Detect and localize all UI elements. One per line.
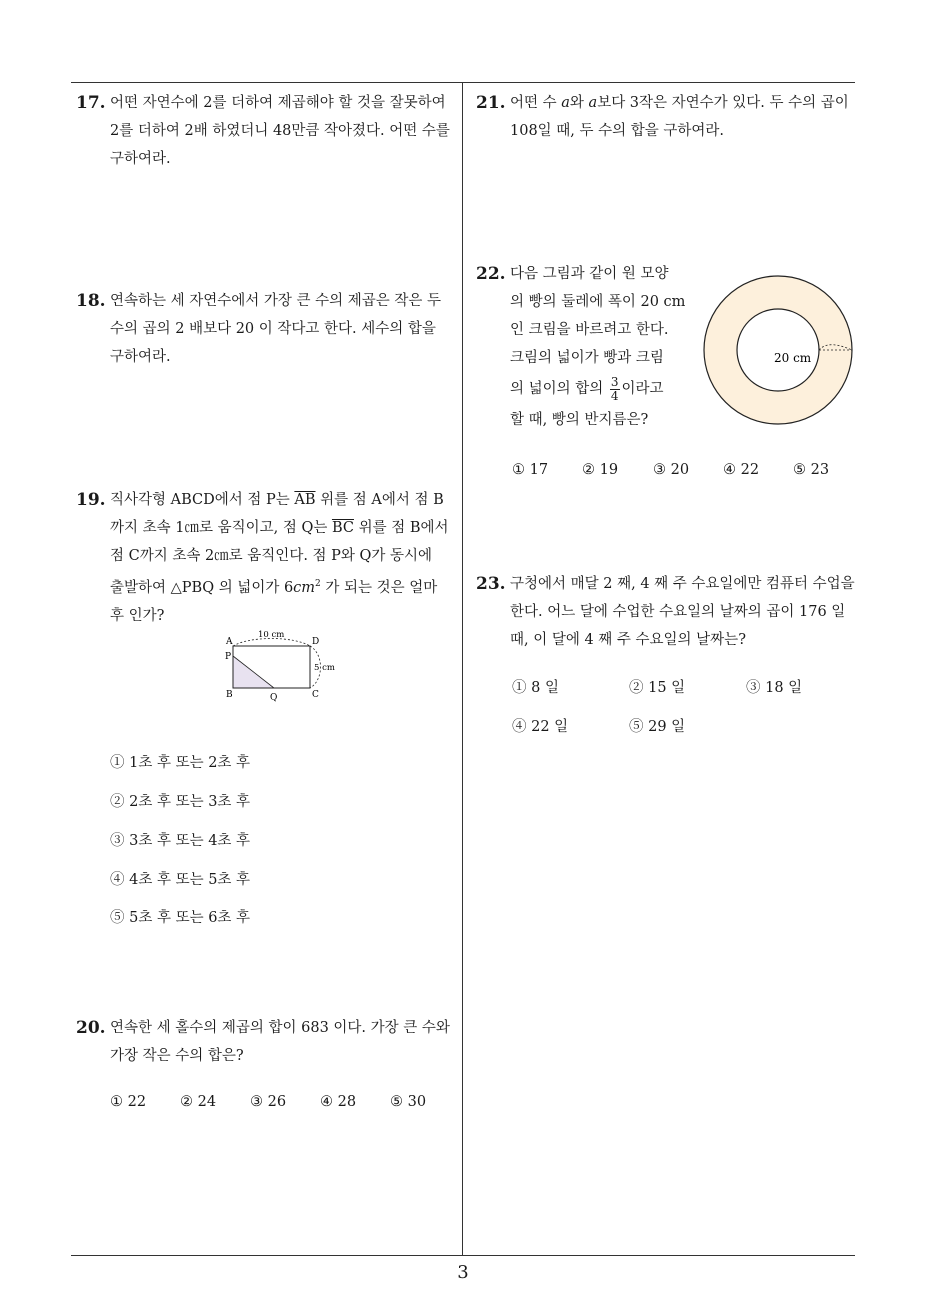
q19-option-4[interactable]: ④ 4초 후 또는 5초 후 [110, 872, 251, 888]
q23-option-3[interactable]: ③ 18 일 [746, 680, 803, 696]
question-text-line: 구하여라. [110, 151, 171, 167]
question-text-line: 출발하여 △PBQ 의 넓이가 $6cm^2$ 가 되는 것은 얼마 [110, 579, 438, 596]
bread-inner-circle [737, 309, 819, 391]
question-text-line: 직사각형 ABCD에서 점 P는 $\overline{AB}$ 위를 점 A에서 점 B [110, 492, 444, 508]
top-rule [71, 82, 855, 83]
segment-ab: $\overline{AB}$ [294, 492, 316, 508]
question-text-line: 의 빵의 둘레에 폭이 20 cm [510, 294, 686, 310]
question-21 [476, 89, 861, 145]
question-text-line: 한다. 어느 달에 수업한 수요일의 날짜의 곱이 176 일 [510, 604, 846, 620]
q23-options-row-2 [512, 715, 852, 735]
unit-exponent: 2 [315, 579, 321, 589]
question-text-line: 구하여라. [110, 349, 171, 365]
label-a: A [226, 637, 233, 647]
question-number: 22. [476, 264, 506, 284]
segment-bc: $\overline{BC}$ [331, 520, 354, 536]
question-17 [76, 89, 462, 173]
question-text-line: 때, 이 달에 4 째 주 수요일의 날짜는? [510, 632, 746, 648]
question-number: 20. [76, 1018, 106, 1038]
q22-option-4[interactable]: ④ 22 [723, 462, 760, 478]
q19-option-1[interactable]: ① 1초 후 또는 2초 후 [110, 755, 251, 771]
question-text-line: 의 넓이의 합의 $\frac{3}{4}$ 이라고 [510, 374, 664, 403]
column-divider [462, 82, 463, 1255]
q20-option-5[interactable]: ⑤ 30 [390, 1094, 427, 1110]
question-text-line: 연속하는 세 자연수에서 가장 큰 수의 제곱은 작은 두 [110, 293, 442, 309]
q22-option-1[interactable]: ① 17 [512, 462, 549, 478]
question-text-line: 2를 더하여 2배 하였더니 48만큼 작아졌다. 어떤 수를 [110, 123, 450, 139]
question-number: 18. [76, 291, 106, 311]
question-22 [476, 260, 696, 434]
question-text-line: 108일 때, 두 수의 합을 구하여라. [510, 123, 725, 139]
question-23 [476, 570, 861, 654]
q20-option-4[interactable]: ④ 28 [320, 1094, 357, 1110]
question-text-line: 어떤 수 a와 a보다 3작은 자연수가 있다. 두 수의 곱이 [510, 95, 849, 111]
question-text-line: 가장 작은 수의 합은? [110, 1048, 244, 1064]
q19-option-5[interactable]: ⑤ 5초 후 또는 6초 후 [110, 910, 251, 926]
area-unit: cm [293, 579, 316, 596]
question-text-line: 인 크림을 바르려고 한다. [510, 322, 669, 338]
question-text-line: 다음 그림과 같이 원 모양 [510, 266, 669, 282]
question-text-line: 까지 초속 1㎝로 움직이고, 점 Q는 $\overline{BC}$ 위를 점 B에서 [110, 520, 449, 536]
q23-option-1[interactable]: ① 8 일 [512, 680, 559, 696]
variable-a: a [588, 95, 598, 111]
width-label: 20 cm [774, 351, 812, 365]
label-c: C [312, 690, 319, 700]
donut-figure [700, 262, 860, 432]
q23-option-2[interactable]: ② 15 일 [629, 680, 686, 696]
q23-option-5[interactable]: ⑤ 29 일 [629, 719, 686, 735]
q20-option-2[interactable]: ② 24 [180, 1094, 217, 1110]
q22-option-3[interactable]: ③ 20 [653, 462, 690, 478]
rectangle-figure [220, 628, 340, 708]
question-18 [76, 287, 462, 371]
triangle-pbq [233, 656, 274, 688]
fraction: $\frac{3}{4}$ [610, 374, 619, 403]
q22-option-5[interactable]: ⑤ 23 [793, 462, 830, 478]
label-q: Q [270, 693, 278, 703]
page-number: 3 [457, 1262, 469, 1283]
variable-a: a [561, 95, 570, 111]
q19-option-3[interactable]: ③ 3초 후 또는 4초 후 [110, 833, 251, 849]
question-text-line: 구청에서 매달 2 째, 4 째 주 수요일에만 컴퓨터 수업을 [510, 576, 855, 592]
question-text-line: 연속한 세 홀수의 제곱의 합이 683 이다. 가장 큰 수와 [110, 1020, 450, 1036]
question-number: 23. [476, 574, 506, 594]
q20-options [110, 1094, 450, 1114]
label-d: D [312, 637, 320, 647]
question-number: 21. [476, 93, 506, 113]
question-text-line: 수의 곱의 2 배보다 20 이 작다고 한다. 세수의 합을 [110, 321, 436, 337]
q23-options-row-1 [512, 676, 852, 696]
top-length-label: 10 cm [258, 630, 285, 640]
question-number: 17. [76, 93, 106, 113]
q19-option-2[interactable]: ② 2초 후 또는 3초 후 [110, 794, 251, 810]
q23-option-4[interactable]: ④ 22 일 [512, 719, 569, 735]
question-text-line: 후 인가? [110, 607, 165, 624]
q22-option-2[interactable]: ② 19 [582, 462, 619, 478]
label-p: P [225, 652, 232, 662]
label-b: B [226, 690, 233, 700]
question-19 [76, 486, 462, 630]
question-text-line: 할 때, 빵의 반지름은? [510, 412, 649, 428]
q22-options [512, 462, 852, 482]
question-text-line: 어떤 자연수에 2를 더하여 제곱해야 할 것을 잘못하여 [110, 95, 446, 111]
question-text-line: 점 C까지 초속 2㎝로 움직인다. 점 P와 Q가 동시에 [110, 548, 433, 564]
question-number: 19. [76, 490, 106, 510]
q20-option-3[interactable]: ③ 26 [250, 1094, 287, 1110]
question-20 [76, 1014, 462, 1070]
q20-option-1[interactable]: ① 22 [110, 1094, 147, 1110]
bottom-rule [71, 1255, 855, 1256]
question-text-line: 크림의 넓이가 빵과 크림 [510, 350, 664, 366]
side-length-label: 5 cm [314, 663, 335, 673]
